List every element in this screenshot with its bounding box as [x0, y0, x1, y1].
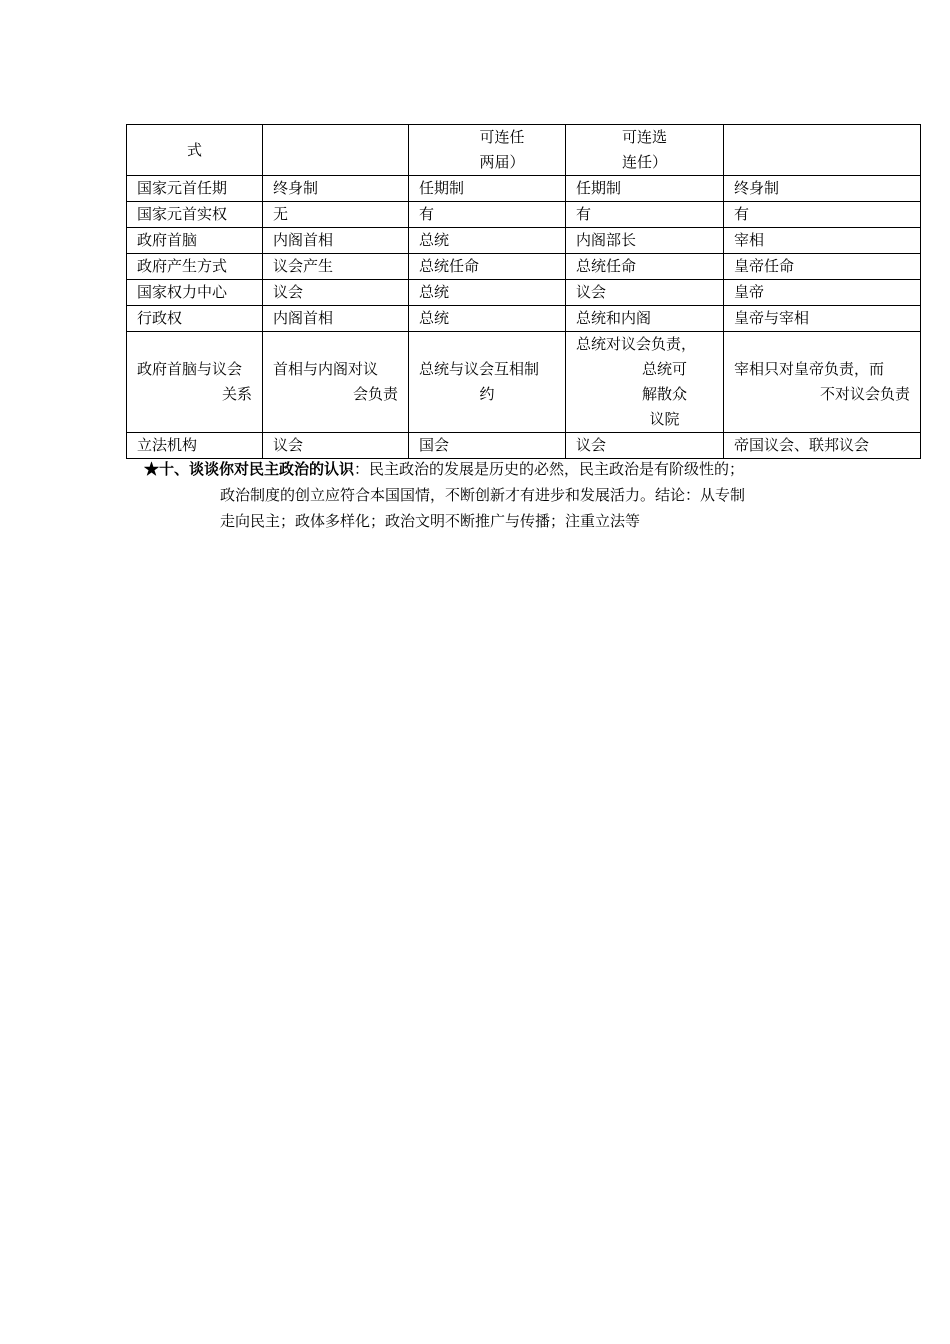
table-cell: 皇帝 [724, 280, 921, 306]
table-cell: 终身制 [263, 176, 409, 202]
cell-text: 约 [479, 385, 495, 403]
table-cell: 内阁首相 [263, 306, 409, 332]
cell-text: 宰相只对皇帝负责，而 [734, 360, 885, 378]
table-cell: 有 [409, 202, 566, 228]
table-row [127, 228, 921, 254]
table-cell: 总统任命 [409, 254, 566, 280]
table-cell: 立法机构 [127, 433, 263, 459]
cell-text: 会负责 [352, 385, 398, 403]
table-cell: 行政权 [127, 306, 263, 332]
table-cell: 议会 [263, 280, 409, 306]
cell-text: 关系 [221, 385, 252, 403]
table-cell: 议会 [566, 280, 724, 306]
table-cell: 帝国议会、联邦议会 [724, 433, 921, 459]
table-cell [263, 125, 409, 176]
table-cell [127, 332, 263, 433]
table-cell: 内阁部长 [566, 228, 724, 254]
table-cell: 内阁首相 [263, 228, 409, 254]
summary-heading: ★十、谈谈你对民主政治的认识 [144, 460, 355, 478]
summary-text: 政治制度的创立应符合本国国情，不断创新才有进步和发展活力。结论：从专制 [220, 486, 746, 504]
table-cell [263, 332, 409, 433]
table-cell: 总统和内阁 [566, 306, 724, 332]
cell-text: 总统可 [641, 360, 687, 378]
table-cell: 有 [566, 202, 724, 228]
table-cell: 总统任命 [566, 254, 724, 280]
table-row [127, 254, 921, 280]
table-row [127, 176, 921, 202]
table-cell [724, 125, 921, 176]
table-cell: 国家权力中心 [127, 280, 263, 306]
table-cell: 有 [724, 202, 921, 228]
table-cell: 终身制 [724, 176, 921, 202]
table-cell: 政府产生方式 [127, 254, 263, 280]
table-cell [409, 332, 566, 433]
table-cell: 皇帝与宰相 [724, 306, 921, 332]
summary-text: ：民主政治的发展是历史的必然，民主政治是有阶级性的； [354, 460, 745, 478]
table-cell: 任期制 [566, 176, 724, 202]
table-row [127, 280, 921, 306]
table-cell: 宰相 [724, 228, 921, 254]
table-row [127, 332, 921, 433]
cell-text: 不对议会负责 [819, 385, 910, 403]
cell-text: 政府首脑与议会 [137, 360, 243, 378]
table-cell: 总统 [409, 280, 566, 306]
table-cell: 国会 [409, 433, 566, 459]
table-cell: 无 [263, 202, 409, 228]
cell-text: 可连任 两届） [479, 128, 525, 171]
summary-paragraph [144, 456, 844, 534]
table-cell [566, 332, 724, 433]
table-cell: 总统 [409, 306, 566, 332]
table-row [127, 125, 921, 176]
cell-text: 首相与内阁对议 [273, 360, 379, 378]
table-cell: 皇帝任命 [724, 254, 921, 280]
table-row [127, 433, 921, 459]
table-cell: 国家元首任期 [127, 176, 263, 202]
table-cell: 任期制 [409, 176, 566, 202]
table-cell [724, 332, 921, 433]
table-cell [566, 125, 724, 176]
table-row [127, 202, 921, 228]
cell-text: 可连选 连任） [621, 128, 667, 171]
table-row [127, 306, 921, 332]
table-cell: 政府首脑 [127, 228, 263, 254]
cell-text: 总统对议会负责， [576, 335, 697, 353]
summary-first-line [144, 456, 844, 482]
table-cell [127, 125, 263, 176]
cell-text: 解散众 [641, 385, 687, 403]
table-cell: 议会 [263, 433, 409, 459]
table-cell: 总统 [409, 228, 566, 254]
cell-text: 式 [186, 140, 202, 159]
comparison-table [126, 124, 921, 459]
cell-text: 总统与议会互相制 [419, 360, 540, 378]
table-cell: 国家元首实权 [127, 202, 263, 228]
table-cell: 议会 [566, 433, 724, 459]
summary-text: 走向民主；政体多样化；政治文明不断推广与传播；注重立法等 [220, 512, 641, 530]
table-cell: 议会产生 [263, 254, 409, 280]
table-cell [409, 125, 566, 176]
cell-text: 议院 [649, 410, 680, 428]
